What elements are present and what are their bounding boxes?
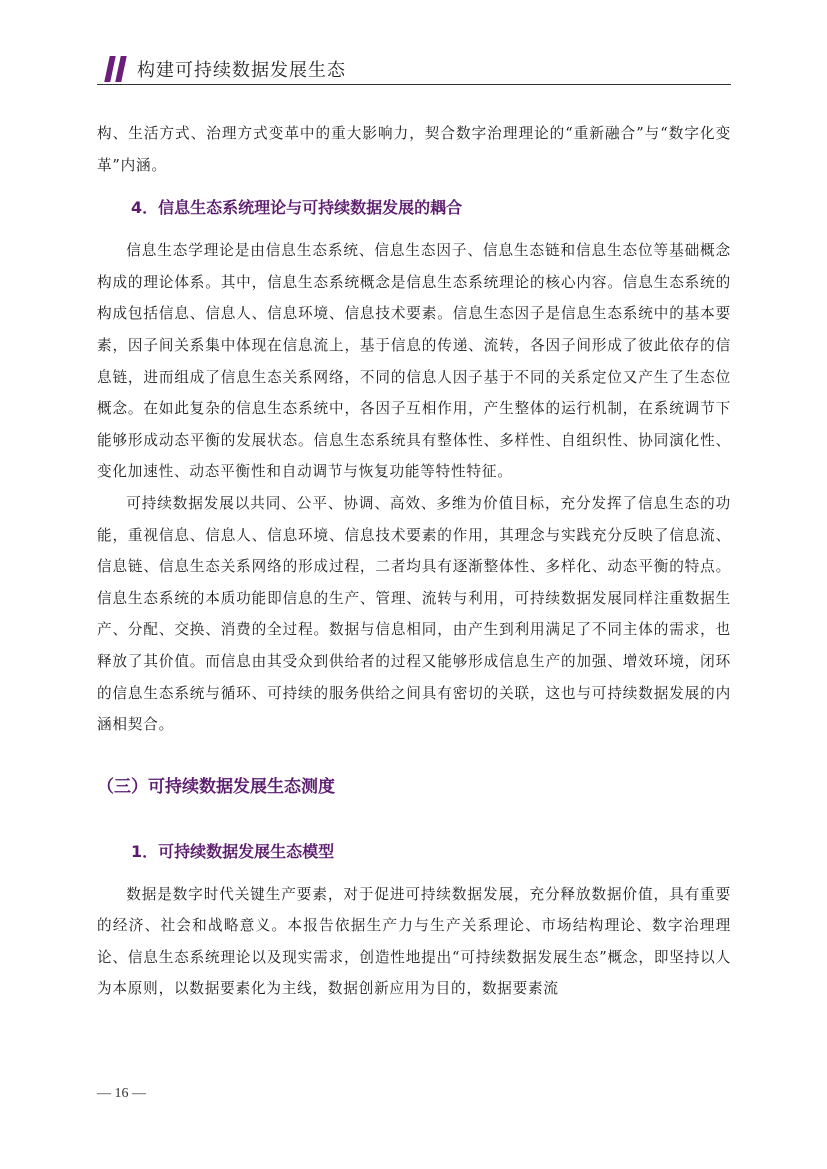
header-bars-icon [105,56,129,82]
section4-heading: 4．信息生态系统理论与可持续数据发展的耦合 [131,198,463,218]
header-title: 构建可持续数据发展生态 [137,60,346,81]
header-rule [97,84,731,85]
page-content [97,118,731,1005]
header-bar [104,56,116,82]
header-bar [115,56,127,82]
running-header [97,50,731,86]
subsection1-heading: 1．可持续数据发展生态模型 [131,841,335,861]
continued-paragraph: 构、生活方式、治理方式变革中的重大影响力，契合数字治理理论的“重新融合”与“数字化变革”内涵。 [97,125,731,174]
page-number: — 16 — [97,1086,146,1101]
subsection1-paragraph-1: 数据是数字时代关键生产要素，对于促进可持续数据发展，充分释放数据价值，具有重要的经济、社会和战略意义。本报告依据生产力与生产关系理论、市场结构理论、数字治理理论、信息生态系统理论以及现实需求，创造性地提出“可持续数据发展生态”概念，即坚持以人为本原则，以数据要素化为主线，数据创新应用为目的，数据要素流 [97,885,731,998]
section3-heading: （三）可持续数据发展生态测度 [97,776,335,797]
section4-paragraph-1: 信息生态学理论是由信息生态系统、信息生态因子、信息生态链和信息生态位等基础概念构成的理论体系。其中，信息生态系统概念是信息生态系统理论的核心内容。信息生态系统的构成包括信息、信息人、信息环境、信息技术要素。信息生态因子是信息生态系统中的基本要素，因子间关系集中体现在信息流上，基于信息的传递、流转，各因子间形成了彼此依存的信息链，进而组成了信息生态关系网络，不同的信息人因子基于不同的关系定位又产生了生态位概念。在如此复杂的信息生态系统中，各因子互相作用，产生整体的运行机制，在系统调节下能够形成动态平衡的发展状态。信息生态系统具有整体性、多样性、自组织性、协同演化性、变化加速性、动态平衡性和自动调节与恢复功能等特性特征。 [97,242,731,481]
section4-paragraph-2: 可持续数据发展以共同、公平、协调、高效、多维为价值目标，充分发挥了信息生态的功能，重视信息、信息人、信息环境、信息技术要素的作用，其理念与实践充分反映了信息流、信息链、信息生态关系网络的形成过程，二者均具有逐渐整体性、多样化、动态平衡的特点。信息生态系统的本质功能即信息的生产、管理、流转与利用，可持续数据发展同样注重数据生产、分配、交换、消费的全过程。数据与信息相同，由产生到利用满足了不同主体的需求，也释放了其价值。而信息由其受众到供给者的过程又能够形成信息生产的加强、增效环境，闭环的信息生态系统与循环、可持续的服务供给之间具有密切的关联，这也与可持续数据发展的内涵相契合。 [97,494,731,734]
